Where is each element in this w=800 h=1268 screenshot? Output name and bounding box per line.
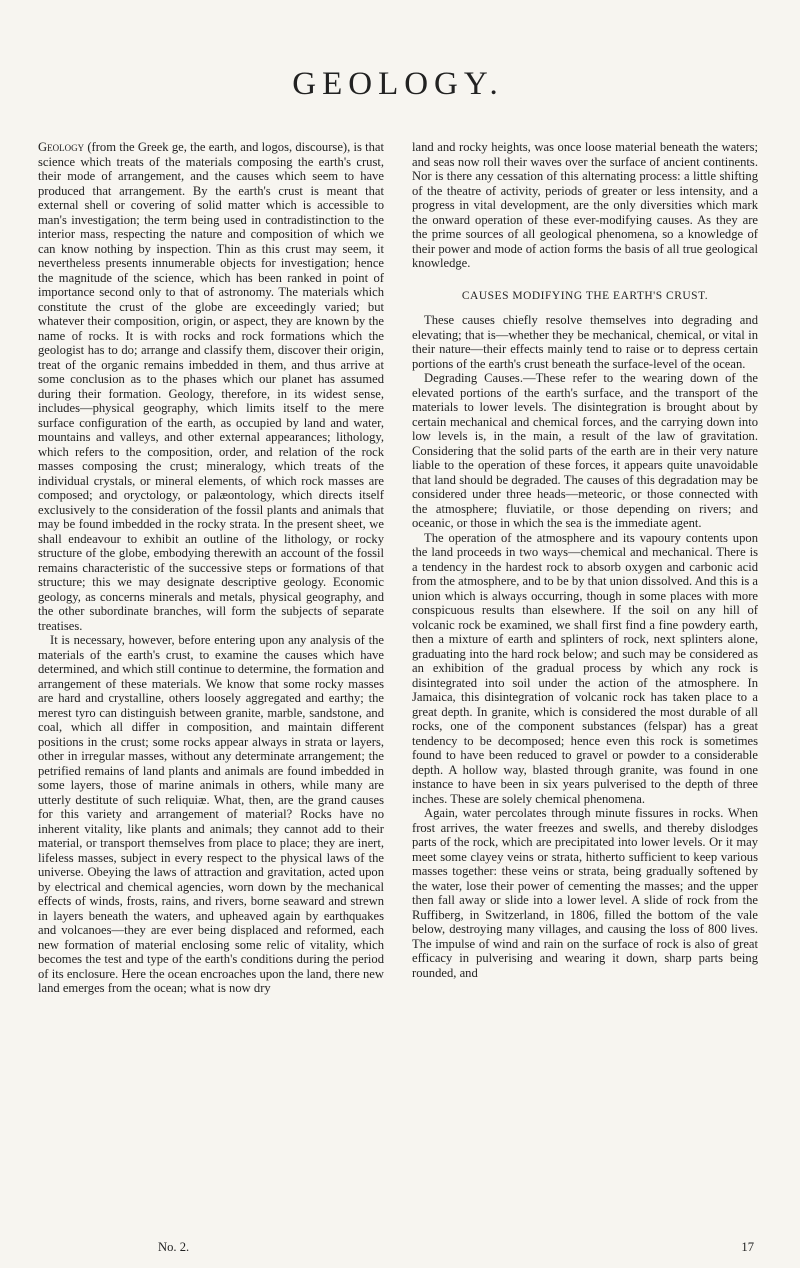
page-title: GEOLOGY. [292, 66, 504, 102]
intro-paragraph-text: (from the Greek ge, the earth, and logos, discourse), is that science which treats of the materials composing the earth's crust, their mode of arrangement, and the causes which seem to have produced that arrangement. By the earth's crust is meant that external shell or covering of solid matter which is accessible to man's investigation; the term being used in contradistinction to the interior mass, respecting the nature and composition of which we can know nothing by inspection. Thin as this crust may seem, it nevertheless presents innumerable objects for investigation; hence the magnitude of the science, which has been ranked in point of importance second only to that of astronomy. The materials which constitute the crust of the globe are exceedingly varied; but whatever their composition, origin, or aspect, they are known by the name of rocks. It is with rocks and rock formations which the geologist has to do; arrange and classify them, discover their origin, treat of the organic remains imbedded in them, and thus arrive at some conclusion as to the phases which our planet has assumed during their formation. Geology, therefore, in its widest sense, includes—physical geography, which limits itself to the mere surface configuration of the earth, as occupied by land and water, mountains and valleys, and other external appearances; lithology, which refers to the composition, order, and relation of the rock masses composing the crust; mineralogy, which treats of the individual crystals, or mineral elements, of which rock masses are composed; and oryctology, or palæontology, which directs itself exclusively to the consideration of the fossil plants and animals that may be found imbedded in the rocky strata. In the present sheet, we shall endeavour to exhibit an outline of the lithology, or rocky structure of the globe, embodying therewith an account of the fossil remains characteristic of the successive steps or formations of that structure; this we may designate descriptive geology. Economic geology, as concerns minerals and metals, physical geography, and the other subordinate branches, will form the subjects of separate treatises. [38, 140, 384, 633]
right-column [412, 140, 758, 996]
text-columns [38, 140, 758, 996]
section-heading: CAUSES MODIFYING THE EARTH'S CRUST. [461, 289, 709, 302]
lead-word: Geology [38, 140, 85, 154]
degrading-causes-paragraph: Degrading Causes.—These refer to the wearing down of the elevated portions of the earth's surface, and the transport of the materials to lower levels. The disintegration is brought about by certain mechanical and chemical forces, and the carrying down into low levels is, in the main, a result of the law of gravitation. Considering that the solid parts of the earth are in their very nature liable to the operation of these forces, it appears quite unavoidable that land should be degraded. The causes of this degradation may be considered under three heads—meteoric, or those connected with the atmosphere; fluviatile, or those depending on rivers; and oceanic, or those in which the sea is the immediate agent. [412, 371, 758, 530]
water-paragraph: Again, water percolates through minute fissures in rocks. When frost arrives, the water freezes and swells, and thereby dislodges parts of the rock, which are precipitated into lower levels. Or it may meet some clayey veins or strata, hitherto sufficient to keep various masses together: these veins or strata, being gradually softened by the water, lose their power of cementing the masses; and the upper then fall away or slide into a lower level. A slide of rock from the Ruffiberg, in Switzerland, in 1806, filled the bottom of the vale below, destroying many villages, and causing the loss of 800 lives. The impulse of wind and rain on the surface of rock is also of great efficacy in pulverising and wearing it down, sharp parts being rounded, and [412, 806, 758, 980]
signature-mark: No. 2. [158, 1240, 190, 1254]
atmosphere-paragraph: The operation of the atmosphere and its vapoury contents upon the land proceeds in two ways—chemical and mechanical. There is a tendency in the hardest rock to absorb oxygen and carbonic acid from the atmosphere, and to be by that union dissolved. And this is a union which is always occurring, though in some places with more conspicuous results than elsewhere. If the soil on any hill of volcanic rock be examined, we shall first find a fine powdery earth, then a mixture of earth and splinters of rock, next splinters alone, graduating into the hard rock below; and such may be considered as an exhibition of the gradual process by which any rock is disintegrated into soil under the action of the atmosphere. In Jamaica, this disintegration of volcanic rock has taken place to a great depth. In granite, which is considered the most durable of all rocks, one of the component substances (felspar) has a great tendency to be decomposed; hence even this rock is sometimes found to have been reduced to gravel or powder to a considerable depth. A hollow way, blasted through granite, was found in one instance to have been in six years pulverised to the depth of three inches. These are solely chemical phenomena. [412, 530, 758, 806]
continuation-paragraph: land and rocky heights, was once loose material beneath the waters; and seas now roll their waves over the surface of ancient continents. Nor is there any cessation of this alternating process: a little shifting of the theatre of activity, periods of greater or less intensity, and a progress in vital development, are the only diversities which mark the onward operation of these ever-modifying causes. As they are the prime sources of all geological phenomena, so a knowledge of their power and mode of action forms the basis of all true geological knowledge. [412, 140, 758, 270]
causes-paragraph: It is necessary, however, before entering upon any analysis of the materials of the earth's crust, to examine the causes which have determined, and which still continue to determine, the formation and arrangement of these materials. We know that some rocky masses are hard and crystalline, others loosely aggregated and earthy; the merest tyro can distinguish between granite, marble, sandstone, and coal, which all differ in composition, and maintain different positions in the crust; some rocks appear always in strata or layers, other in irregular masses, without any determinate arrangement; the petrified remains of land plants and animals are found imbedded in some layers, those of marine animals in others, while many are utterly destitute of such reliquiæ. What, then, are the grand causes for this variety and arrangement of material? Rocks have no inherent vitality, like plants and animals; they cannot add to their material, or transport themselves from place to place; they are inert, lifeless masses, subject in every respect to the physical laws of the universe. Obeying the laws of attraction and gravitation, acted upon by electrical and chemical agencies, worn down by the mechanical effects of winds, frosts, rains, and rivers, borne seaward and strewn in layers beneath the waters, and upheaved again by earthquakes and volcanoes—they are ever being displaced and reformed, each new formation of material enclosing some relic of vitality, which becomes the test and type of the earth's conditions during the period of its enclosure. Here the ocean encroaches upon the land, there new land emerges from the ocean; what is now dry [38, 633, 384, 995]
page-number: 17 [741, 1240, 754, 1254]
causes-summary-paragraph: These causes chiefly resolve themselves into degrading and elevating; that is—whether they be mechanical, chemical, or vital in their nature—their effects mainly tend to raise or to depress certain portions of the earth's crust beneath the surface-level of the ocean. [412, 313, 758, 371]
left-column [38, 140, 384, 996]
intro-paragraph [38, 140, 384, 633]
